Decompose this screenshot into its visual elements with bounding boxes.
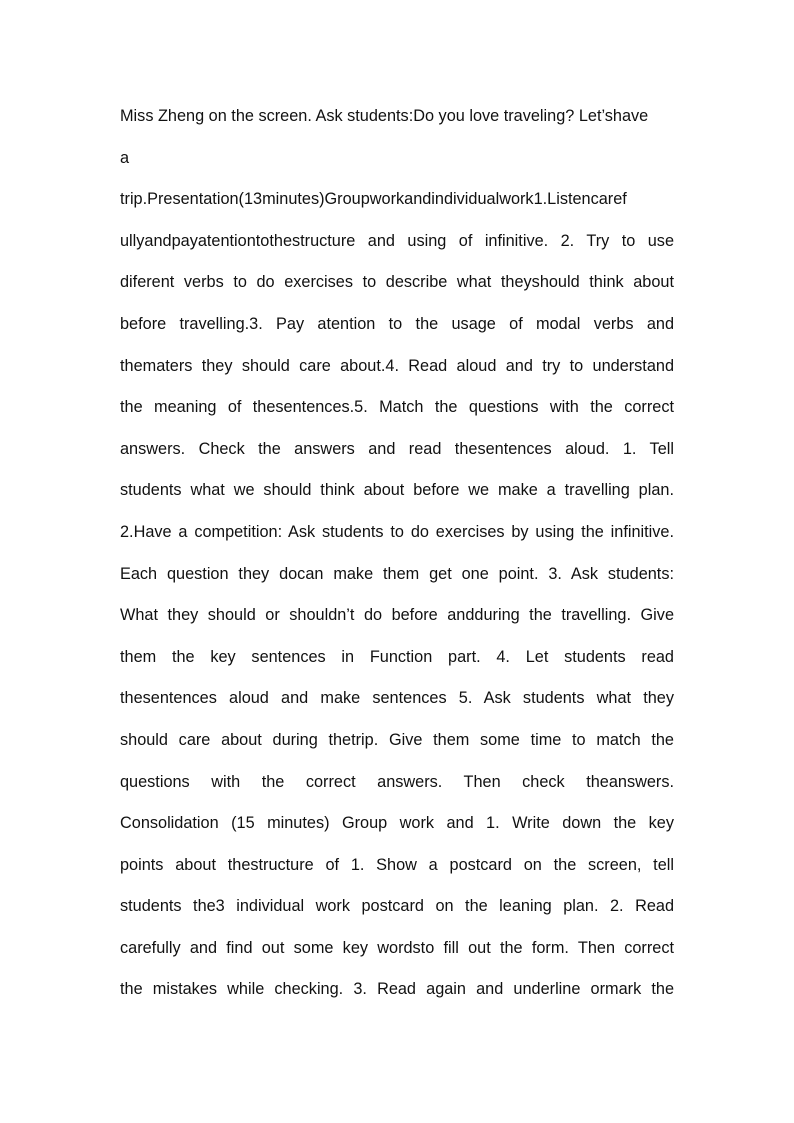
text-line-18: Consolidation (15 minutes) Group work and 1. Write down the key xyxy=(120,814,674,833)
text-line-5: diferent verbs to do exercises to describe what theyshould think about xyxy=(120,273,674,292)
text-line-13: What they should or shouldn’t do before andduring the travelling. Give xyxy=(120,606,674,625)
text-line-21: carefully and find out some key wordsto fill out the form. Then correct xyxy=(120,938,674,957)
text-line-6: before travelling.3. Pay atention to the usage of modal verbs and xyxy=(120,314,674,333)
text-line-9: answers. Check the answers and read thesentences aloud. 1. Tell xyxy=(120,439,674,458)
text-line-12: Each question they docan make them get one point. 3. Ask students: xyxy=(120,564,674,583)
text-line-2: a xyxy=(120,148,130,167)
text-line-4: ullyandpayatentiontothestructure and using of infinitive. 2. Try to use xyxy=(120,231,674,250)
text-line-7: thematers they should care about.4. Read aloud and try to understand xyxy=(120,356,674,375)
text-line-14: them the key sentences in Function part. 4. Let students read xyxy=(120,647,674,666)
text-line-10: students what we should think about before we make a travelling plan. xyxy=(120,481,674,500)
text-line-20: students the3 individual work postcard on the leaning plan. 2. Read xyxy=(120,897,674,916)
text-line-17: questions with the correct answers. Then check theanswers. xyxy=(120,772,674,791)
text-line-3: trip.Presentation(13minutes)Groupworkandindividualwork1.Listencaref xyxy=(120,190,627,209)
text-line-11: 2.Have a competition: Ask students to do exercises by using the infinitive. xyxy=(120,522,674,541)
body-text xyxy=(120,96,674,1011)
text-line-22: the mistakes while checking. 3. Read again and underline ormark the xyxy=(120,980,674,999)
text-line-15: thesentences aloud and make sentences 5. Ask students what they xyxy=(120,689,674,708)
text-line-8: the meaning of thesentences.5. Match the questions with the correct xyxy=(120,398,674,417)
text-line-19: points about thestructure of 1. Show a postcard on the screen, tell xyxy=(120,855,674,874)
text-line-16: should care about during thetrip. Give them some time to match the xyxy=(120,730,674,749)
text-line-1: Miss Zheng on the screen. Ask students:Do you love traveling? Let’shave xyxy=(120,107,649,125)
